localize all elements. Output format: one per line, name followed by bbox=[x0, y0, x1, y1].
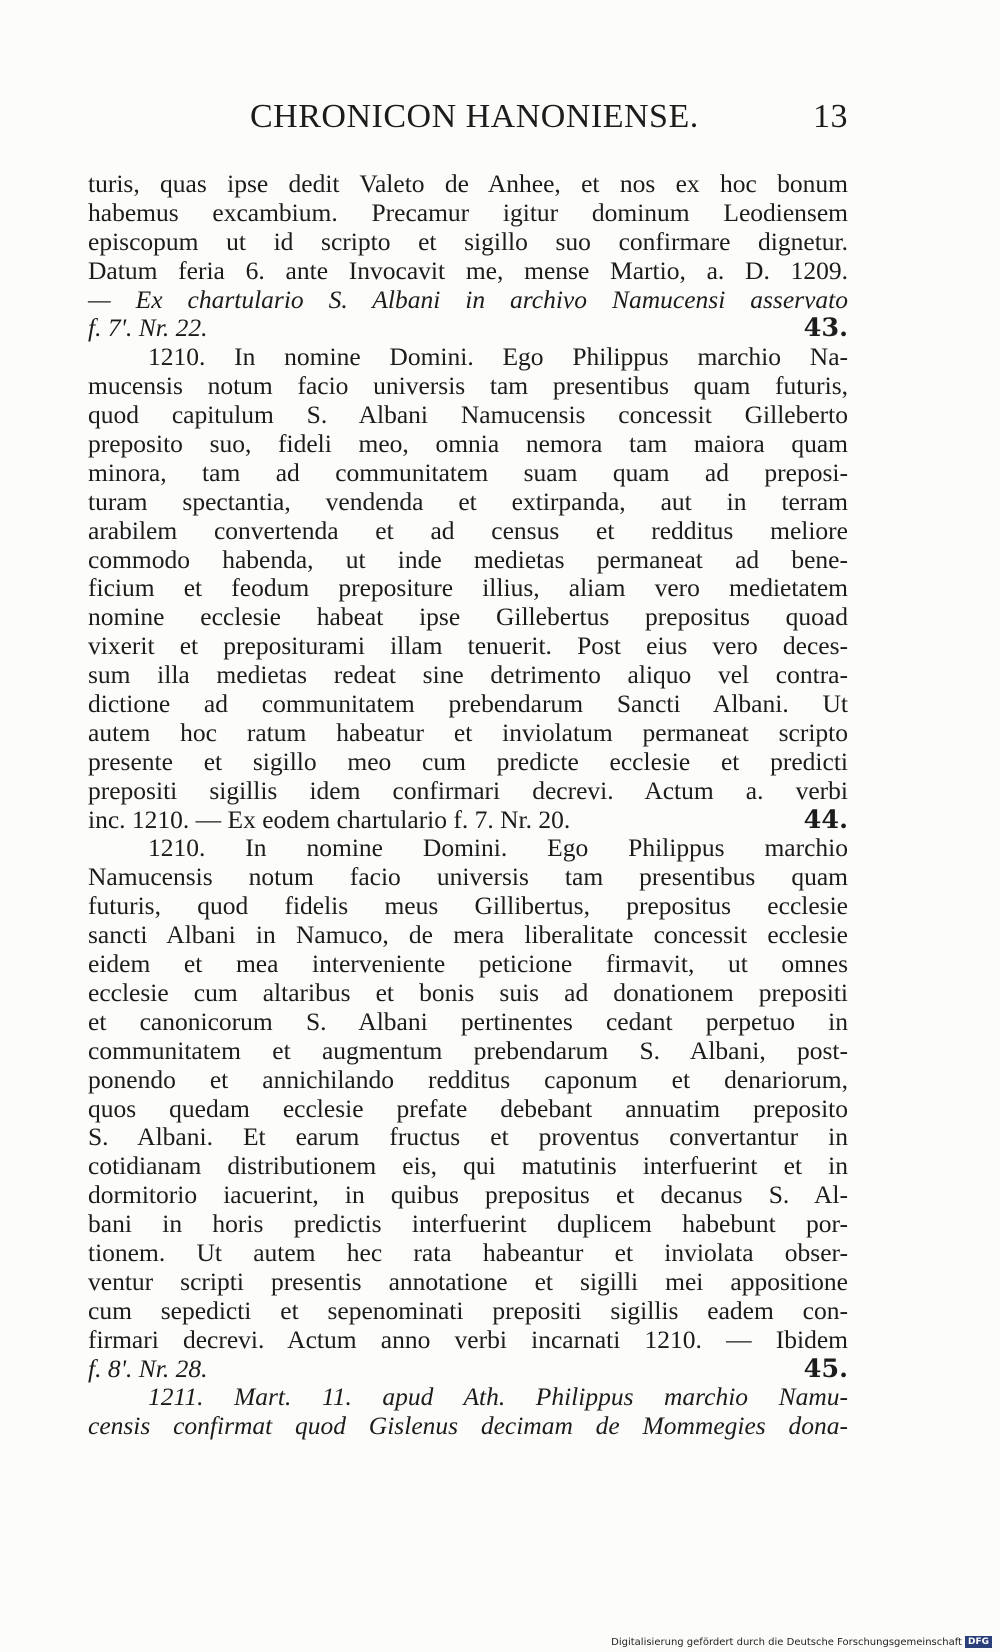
text-line: Datum feria 6. ante Invocavit me, mense Martio, a. D. 1209. bbox=[88, 255, 848, 285]
paragraph-start: 1211. Mart. 11. apud Ath. Philippus marchio Namu- bbox=[148, 1382, 848, 1412]
document-number: 44. bbox=[803, 804, 848, 835]
text-line: Namucensis notum facio universis tam presentibus quam bbox=[88, 862, 848, 892]
text-line: S. Albani. Et earum fructus et proventus convertantur in bbox=[88, 1122, 848, 1152]
page-number: 13 bbox=[813, 98, 848, 135]
text-line: bani in horis predictis interfuerint duplicem habebunt por- bbox=[88, 1209, 848, 1239]
document-number: 43. bbox=[803, 313, 848, 344]
text-line bbox=[88, 314, 848, 343]
text-line: dictione ad communitatem prebendarum Sancti Albani. Ut bbox=[88, 689, 848, 719]
text-line: et canonicorum S. Albani pertinentes cedant perpetuo in bbox=[88, 1006, 848, 1036]
text-line: sancti Albani in Namuco, de mera liberalitate concessit ecclesie bbox=[88, 920, 848, 950]
text-line: preposito suo, fideli meo, omnia nemora tam maiora quam bbox=[88, 429, 848, 459]
digitization-footer bbox=[611, 1636, 992, 1648]
text-line: futuris, quod fidelis meus Gillibertus, prepositus ecclesie bbox=[88, 891, 848, 921]
text-line: arabilem convertenda et ad census et redditus meliore bbox=[88, 515, 848, 545]
paragraph-start: 1210. In nomine Domini. Ego Philippus marchio bbox=[148, 833, 848, 863]
text-line: tionem. Ut autem hec rata habeantur et inviolata obser- bbox=[88, 1237, 848, 1267]
text-line: censis confirmat quod Gislenus decimam de Mommegies dona- bbox=[88, 1411, 848, 1441]
citation-end: f. 7'. Nr. 22. bbox=[88, 313, 208, 343]
text-line: turam spectantia, vendenda et extirpanda, aut in terram bbox=[88, 486, 848, 516]
text-line: habemus excambium. Precamur igitur dominum Leodiensem bbox=[88, 197, 848, 227]
text-line bbox=[88, 806, 848, 835]
text-line: dormitorio iacuerint, in quibus prepositus et decanus S. Al- bbox=[88, 1180, 848, 1210]
text-line: cotidianam distributionem eis, qui matutinis interfuerint et in bbox=[88, 1151, 848, 1181]
text-line: quod capitulum S. Albani Namucensis concessit Gilleberto bbox=[88, 400, 848, 430]
text-line: cum sepedicti et sepenominati prepositi sigillis eadem con- bbox=[88, 1295, 848, 1325]
text-line: ficium et feodum prepositure illius, aliam vero medietatem bbox=[88, 573, 848, 603]
text-line: mucensis notum facio universis tam presentibus quam futuris, bbox=[88, 371, 848, 401]
text-line: autem hoc ratum habeatur et inviolatum permaneat scripto bbox=[88, 717, 848, 747]
dfg-logo-icon: DFG bbox=[965, 1636, 992, 1648]
running-title: CHRONICON HANONIENSE. bbox=[250, 98, 699, 135]
body-text bbox=[88, 170, 848, 1441]
citation-end: inc. 1210. — Ex eodem chartulario f. 7. Nr. 20. bbox=[88, 804, 571, 834]
source-citation: — Ex chartulario S. Albani in archivo Namucensi asservato bbox=[88, 284, 848, 314]
text-line: firmari decrevi. Actum anno verbi incarnati 1210. — Ibidem bbox=[88, 1324, 848, 1354]
text-line: ecclesie cum altaribus et bonis suis ad donationem prepositi bbox=[88, 977, 848, 1007]
document-number: 45. bbox=[803, 1353, 848, 1384]
text-line: nomine ecclesie habeat ipse Gillebertus prepositus quoad bbox=[88, 602, 848, 632]
text-line: prepositi sigillis idem confirmari decrevi. Actum a. verbi bbox=[88, 775, 848, 805]
text-line bbox=[88, 1355, 848, 1384]
paragraph-start: 1210. In nomine Domini. Ego Philippus marchio Na- bbox=[148, 342, 848, 372]
text-line: communitatem et augmentum prebendarum S. Albani, post- bbox=[88, 1035, 848, 1065]
text-line: turis, quas ipse dedit Valeto de Anhee, et nos ex hoc bonum bbox=[88, 169, 848, 198]
text-line: ventur scripti presentis annotatione et sigilli mei appositione bbox=[88, 1266, 848, 1296]
text-line: episcopum ut id scripto et sigillo suo confirmare dignetur. bbox=[88, 226, 848, 256]
text-line: vixerit et prepositurami illam tenuerit. Post eius vero deces- bbox=[88, 631, 848, 661]
citation-end: f. 8'. Nr. 28. bbox=[88, 1353, 208, 1383]
text-line: eidem et mea interveniente peticione firmavit, ut omnes bbox=[88, 949, 848, 979]
text-line: minora, tam ad communitatem suam quam ad preposi- bbox=[88, 457, 848, 487]
text-line: sum illa medietas redeat sine detrimento aliquo vel contra- bbox=[88, 660, 848, 690]
text-line: commodo habenda, ut inde medietas permaneat ad bene- bbox=[88, 544, 848, 574]
footer-text: Digitalisierung gefördert durch die Deutsche Forschungsgemeinschaft bbox=[611, 1636, 962, 1648]
text-line: quos quedam ecclesie prefate debebant annuatim preposito bbox=[88, 1093, 848, 1123]
text-line: ponendo et annichilando redditus caponum et denariorum, bbox=[88, 1064, 848, 1094]
text-line: presente et sigillo meo cum predicte ecclesie et predicti bbox=[88, 746, 848, 776]
